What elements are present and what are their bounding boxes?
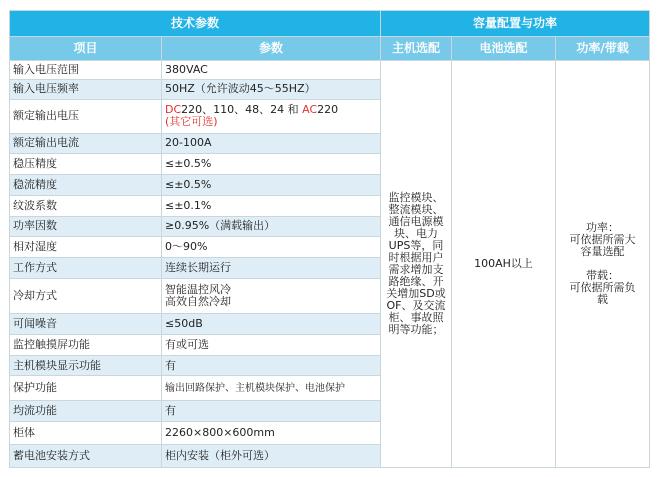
table-row-value [162,278,381,313]
item-column-header: 项目 [10,36,162,60]
table-row-value: ≤±0.5% [162,154,381,175]
host-options-cell [381,60,452,467]
table-row-label: 额定输出电压 [10,100,162,133]
power-load-cell [556,60,650,467]
table-row-value: ≤±0.1% [162,195,381,216]
ac-label: AC [302,103,318,117]
table-row-label: 工作方式 [10,258,162,279]
power-line: 容量选配 [580,244,625,258]
host-line: 通信电源模 [388,214,444,228]
table-row-value: 2260×800×600mm [162,422,381,445]
cooling-line-1: 智能温控风冷 [165,283,231,297]
table-row-value: 连续长期运行 [162,258,381,279]
power-line: 可依据所需大 [569,232,636,246]
table-row-label: 蓄电池安装方式 [10,445,162,468]
table-row-label: 主机模块显示功能 [10,355,162,376]
host-line: 块、电力 [394,226,439,240]
load-line: 带载： [586,268,620,282]
table-row-value: 380VAC [162,60,381,79]
table-row-label: 冷却方式 [10,278,162,313]
load-line: 载 [597,292,609,306]
host-line: OF、及交流 [386,298,446,312]
host-line: 整流模块、 [388,202,444,216]
table-row-label: 可闻噪音 [10,314,162,335]
table-row-label: 保护功能 [10,376,162,401]
table-row-value: ≥0.95%（满载输出） [162,216,381,237]
host-line: 明等功能； [388,322,444,336]
table-row-label: 均流功能 [10,401,162,422]
table-row-value: 柜内安装（柜外可选） [162,445,381,468]
power-column-header: 功率/带载 [556,36,650,60]
host-line: 时根据用户 [388,250,444,264]
table-row-value: ≤±0.5% [162,175,381,196]
host-line: 关增加SD或 [386,286,446,300]
table-row-label: 输入电压频率 [10,79,162,100]
table-row-value [162,100,381,133]
voltage-values: 220、110、48、24 和 [181,103,303,117]
table-row-value: ≤50dB [162,314,381,335]
table-row-value: 输出回路保护、主机模块保护、电池保护 [162,376,381,401]
tech-params-header: 技术参数 [10,11,381,37]
spec-table [9,10,650,468]
dc-label: DC [165,103,182,117]
ac-value: 220 [317,103,339,117]
table-row-value: 0～90% [162,237,381,258]
table-row-label: 柜体 [10,422,162,445]
table-row-value: 50HZ（允许波动45～55HZ） [162,79,381,100]
capacity-header: 容量配置与功率 [381,11,650,37]
table-row-value: 有 [162,355,381,376]
host-line: 柜、事故照 [388,310,444,324]
optional-note: (其它可选) [165,115,218,129]
table-row-label: 相对湿度 [10,237,162,258]
host-line: UPS等，同 [388,238,444,252]
table-row-label: 额定输出电流 [10,133,162,154]
table-row-label: 稳流精度 [10,175,162,196]
table-row-label: 纹波系数 [10,195,162,216]
table-row-value: 20-100A [162,133,381,154]
cooling-line-2: 高效自然冷却 [165,295,231,309]
load-line: 可依据所需负 [569,280,636,294]
table-row-label: 功率因数 [10,216,162,237]
host-line: 监控模块、 [388,190,444,204]
table-row-label: 输入电压范围 [10,60,162,79]
table-row-label: 监控触摸屏功能 [10,334,162,355]
table-row-value: 有或可选 [162,334,381,355]
battery-options-cell: 100AH以上 [452,60,556,467]
host-line: 路绝缘、开 [388,274,444,288]
host-line: 需求增加支 [388,262,444,276]
power-line: 功率： [586,220,620,234]
param-column-header: 参数 [162,36,381,60]
table-row-value: 有 [162,401,381,422]
host-column-header: 主机选配 [381,36,452,60]
table-row-label: 稳压精度 [10,154,162,175]
battery-column-header: 电池选配 [452,36,556,60]
